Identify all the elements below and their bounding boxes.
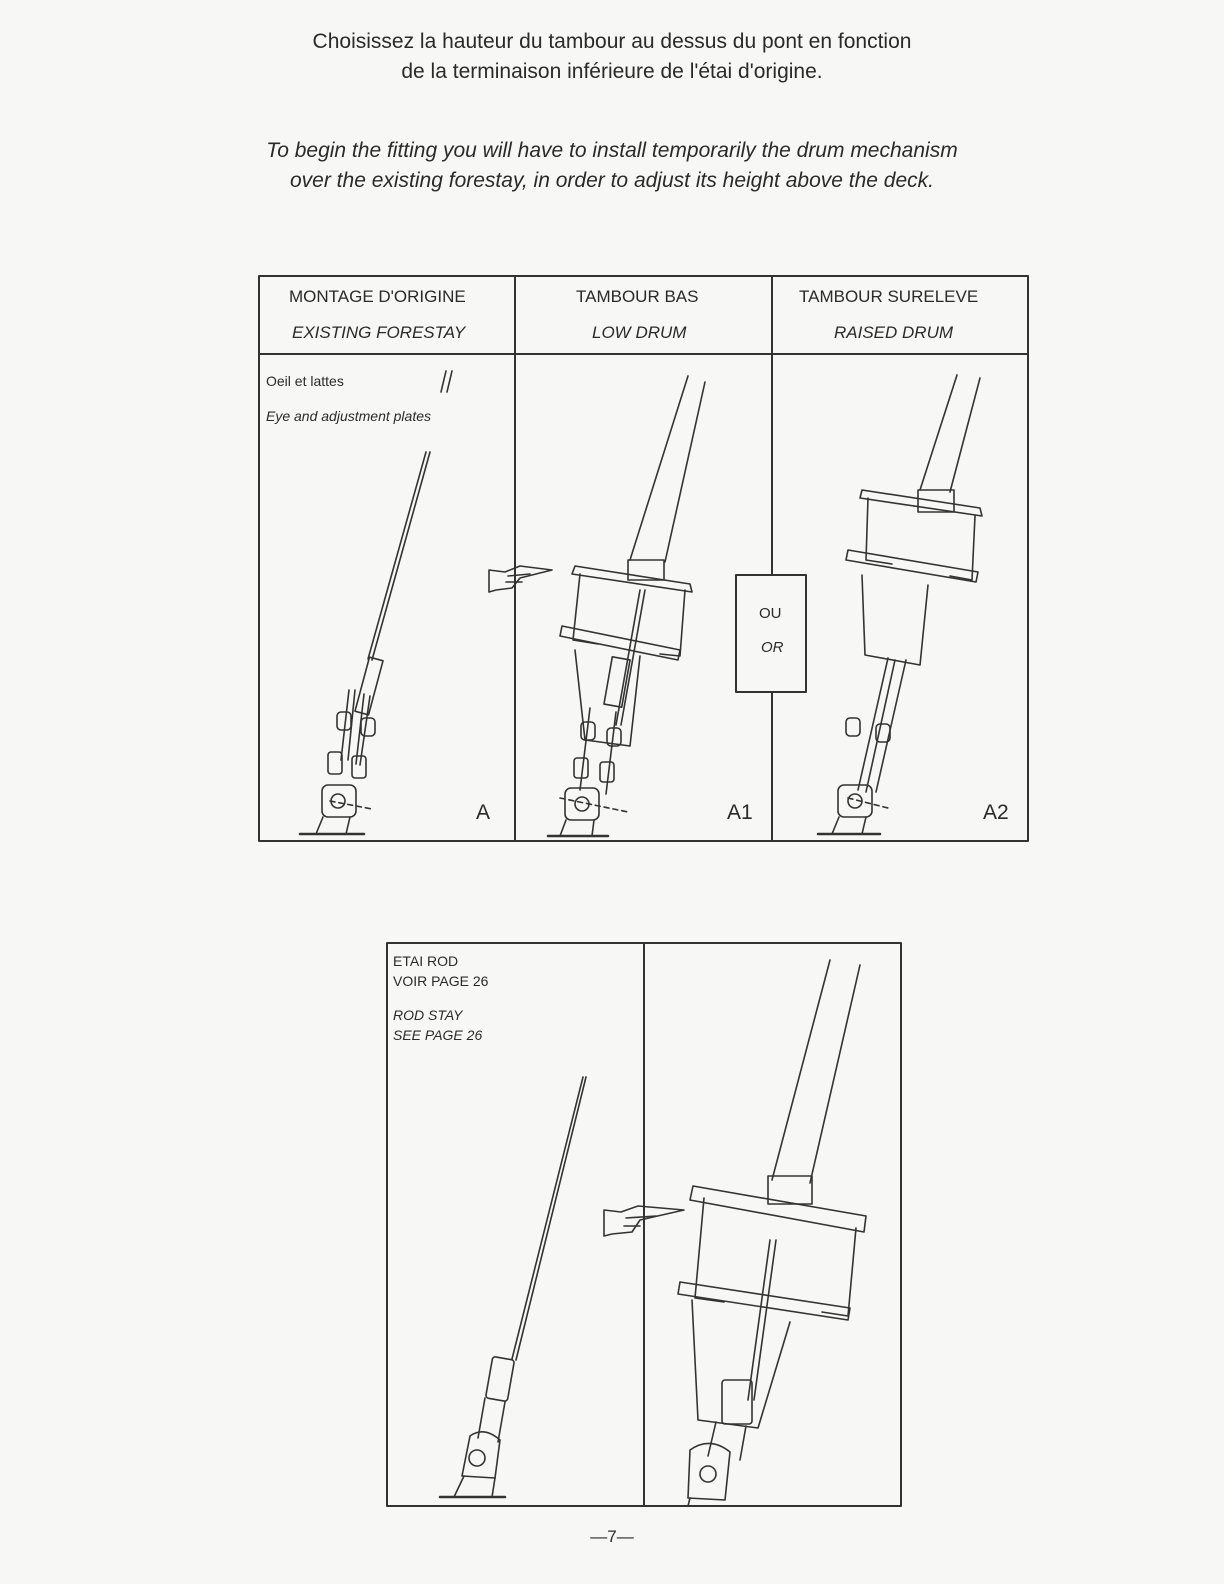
label-a1: A1: [727, 801, 753, 824]
rod-note-fr-line1: ETAI ROD: [393, 953, 459, 969]
rod-stay-drawing: [440, 1077, 586, 1497]
rod-note-en: [393, 1005, 482, 1045]
figure1-table-frame: [259, 276, 1028, 841]
rod-note-fr-line2: VOIR PAGE 26: [393, 973, 489, 989]
callout-en: Eye and adjustment plates: [266, 408, 431, 424]
col-a-header-fr: MONTAGE D'ORIGINE: [289, 287, 466, 306]
pointing-hand-icon: [489, 566, 552, 592]
col-a1-header-fr: TAMBOUR BAS: [576, 287, 699, 306]
col-a1-header-en: LOW DRUM: [592, 323, 687, 342]
rod-note-en-line2: SEE PAGE 26: [393, 1027, 483, 1043]
intro-fr-line2: de la terminaison inférieure de l'étai d'origine.: [401, 60, 823, 83]
low-drum-drawing: [548, 376, 705, 836]
rod-stay-drum-drawing: [678, 960, 866, 1506]
label-a2: A2: [983, 801, 1009, 824]
page-number: —7—: [590, 1527, 634, 1546]
callout-fr: Oeil et lattes: [266, 373, 344, 389]
intro-en-line2: over the existing forestay, in order to adjust its height above the deck.: [290, 169, 934, 192]
or-box-en: OR: [761, 639, 784, 656]
intro-fr-line1: Choisissez la hauteur du tambour au dessus du pont en fonction: [312, 30, 912, 53]
rod-note-en-line1: ROD STAY: [393, 1007, 463, 1023]
forestay-original-drawing: [300, 371, 452, 834]
intro-en-line1: To begin the fitting you will have to install temporarily the drum mechanism: [266, 139, 958, 162]
col-a2-header-fr: TAMBOUR SURELEVE: [799, 287, 979, 306]
raised-drum-drawing: [818, 375, 982, 834]
col-a2-header-en: RAISED DRUM: [834, 323, 954, 342]
label-a: A: [476, 801, 491, 824]
col-a-header-en: EXISTING FORESTAY: [292, 323, 466, 342]
or-box-fr: OU: [759, 605, 782, 622]
rod-note-fr: [393, 951, 488, 991]
